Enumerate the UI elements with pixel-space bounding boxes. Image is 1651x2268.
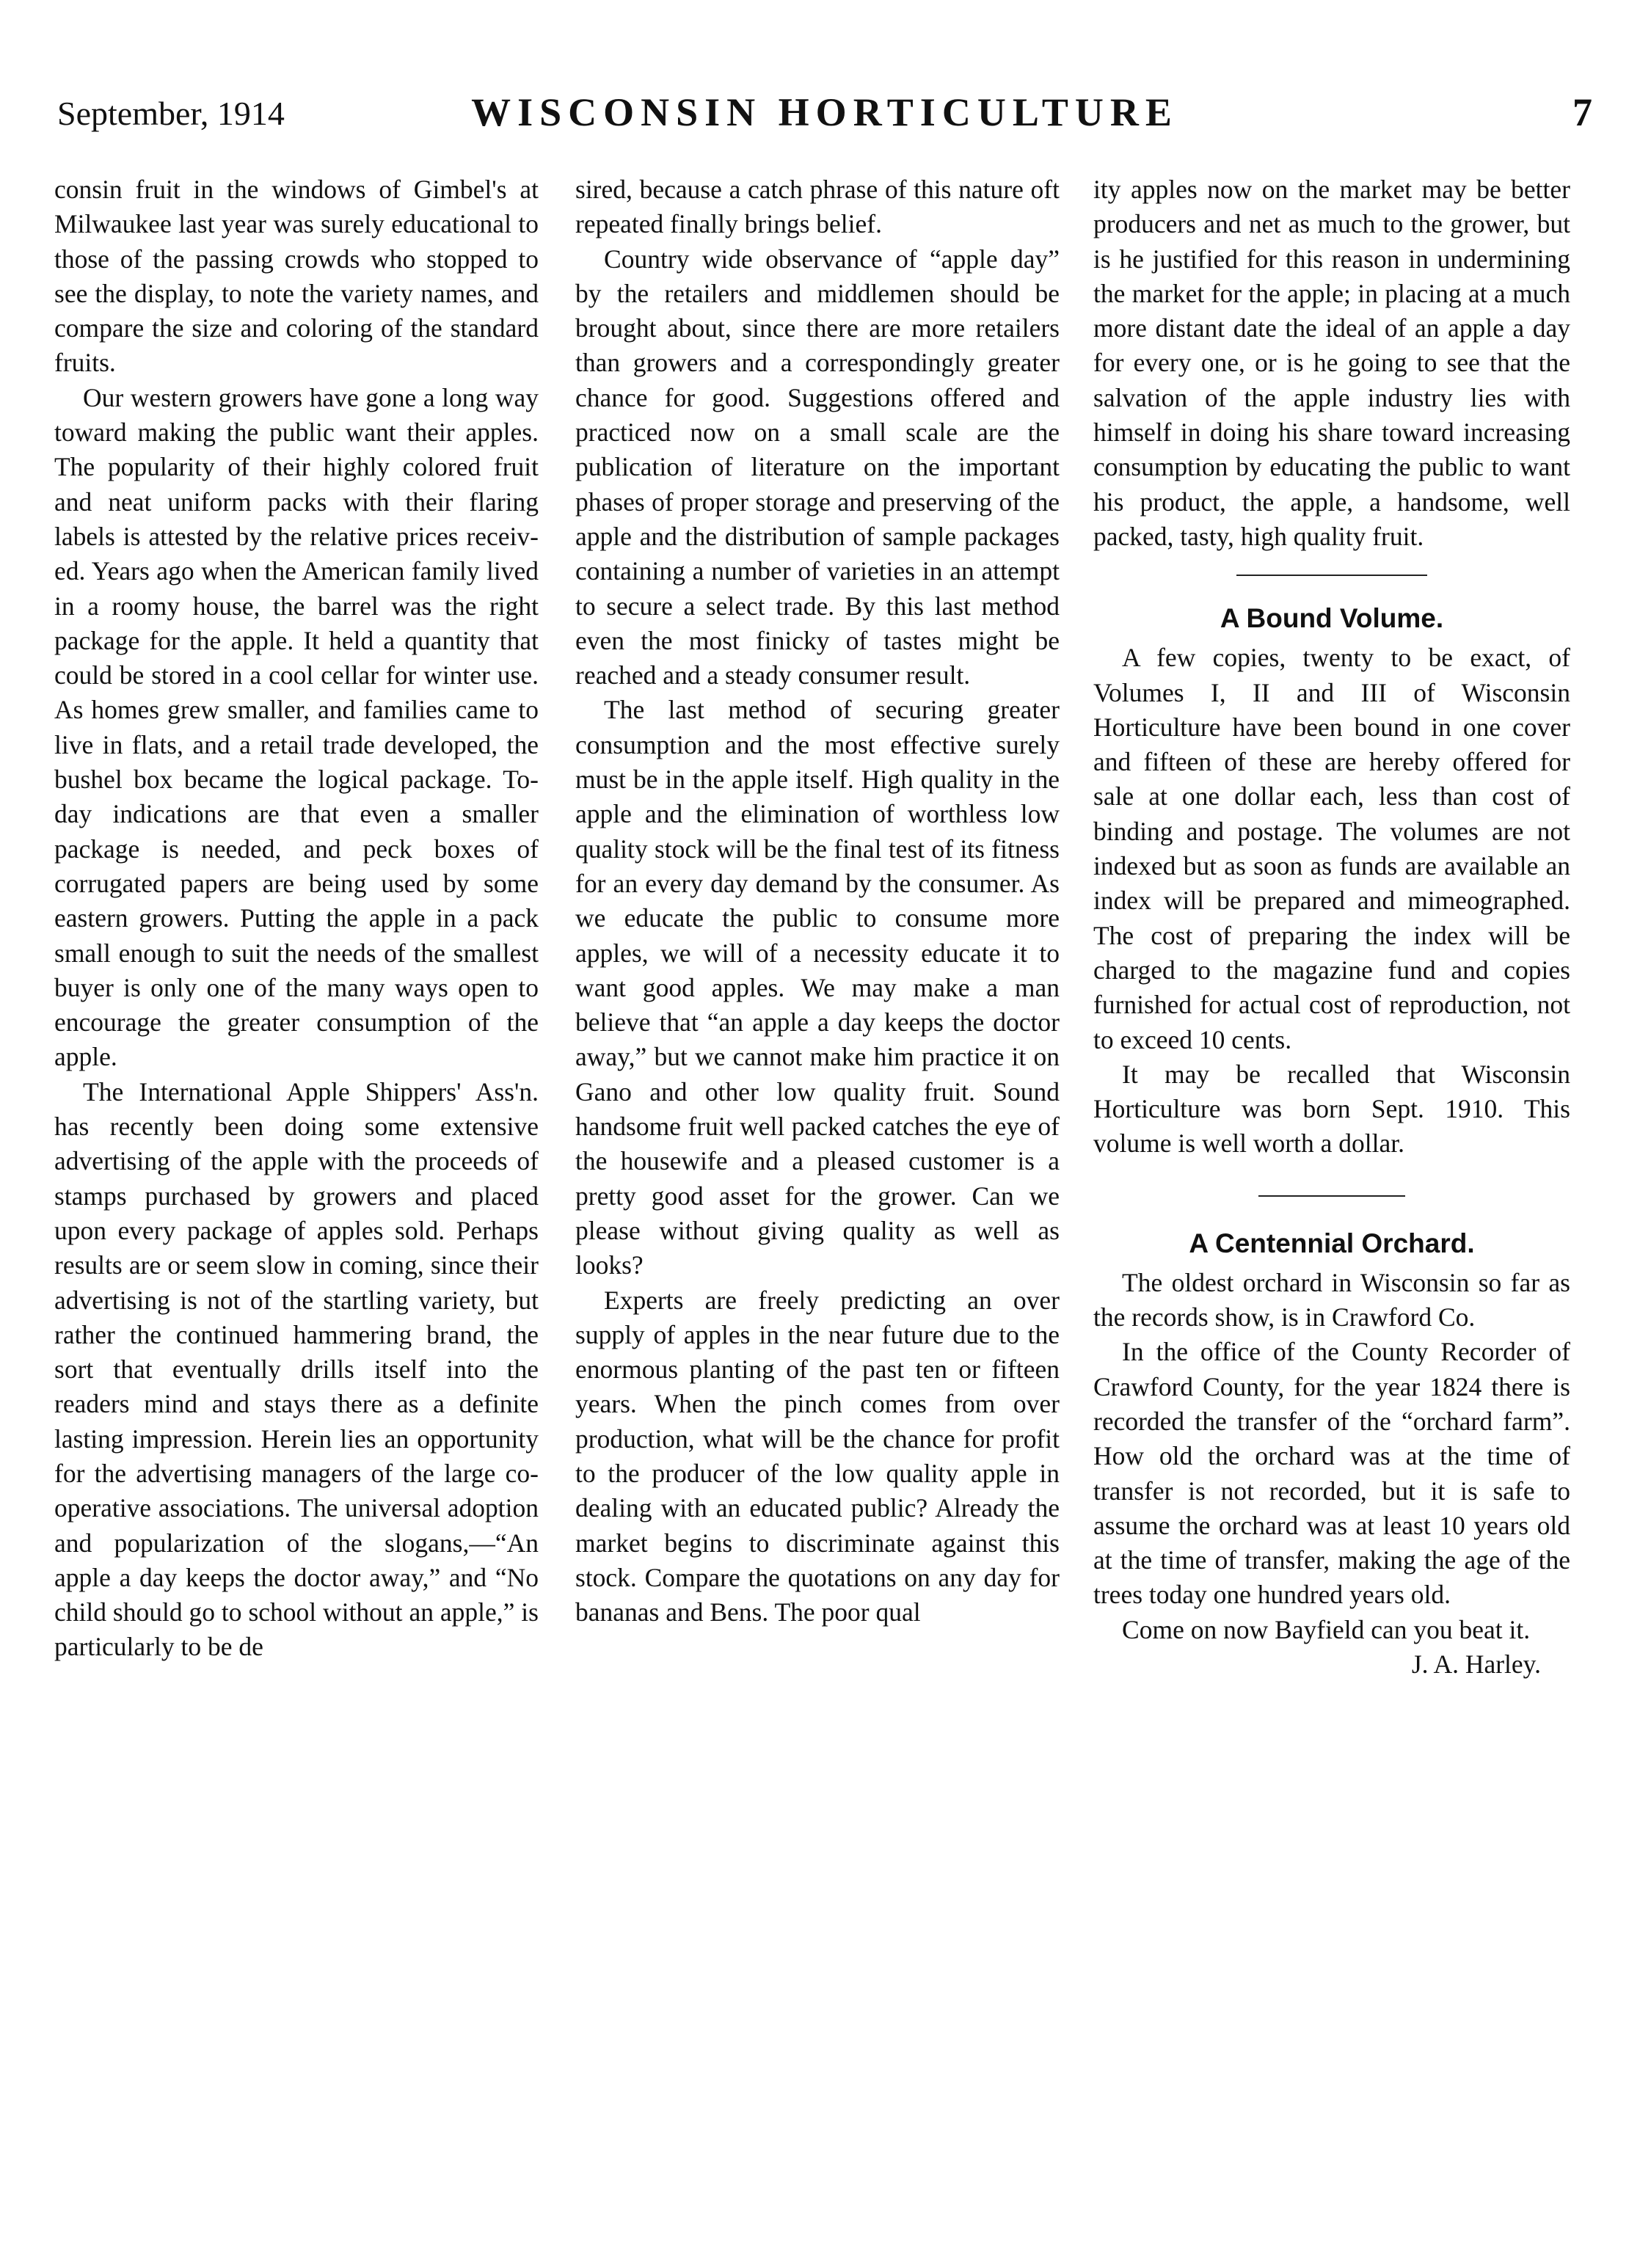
page-number: 7 (1572, 90, 1592, 134)
paragraph: sired, because a catch phrase of this nature oft repeated finally brings belief. (575, 175, 1060, 239)
column-1 (54, 172, 539, 1665)
column-3 (1093, 172, 1570, 1682)
author-signature: J. A. Harley. (1411, 1649, 1541, 1679)
section-title-centennial-orchard: A Centennial Orchard. (1189, 1228, 1475, 1258)
paragraph: Experts are freely predicting an over supply of apples in the near future due to the enormous planting of the past ten or fifteen years. When the pinch comes from over production, what will be the chance for profit to the producer of the low quality apple in dealing with an educated public? Already the market begins to discriminate against this stock. Compare the quotations on any day for bananas and Bens. The poor qual (575, 1285, 1060, 1627)
section-divider (1236, 575, 1427, 576)
running-head (57, 90, 1592, 145)
section-title-bound-volume: A Bound Volume. (1220, 603, 1444, 634)
column-2 (575, 172, 1060, 1630)
journal-title: WISCONSIN HORTICULTURE (471, 90, 1178, 134)
paragraph: It may be recalled that Wisconsin Horticulture was born Sept. 1910. This volume is well worth a dollar. (1093, 1059, 1570, 1159)
paragraph: The oldest orchard in Wisconsin so far as the records show, is in Crawford Co. (1093, 1267, 1570, 1332)
paragraph: consin fruit in the windows of Gimbel's at Milwaukee last year was surely educational to those of the passing crowds who stopped to see the display, to note the variety names, and compare the size and coloring of the standard fruits. (54, 175, 539, 378)
section-divider (1258, 1195, 1405, 1197)
issue-date: September, 1914 (57, 95, 285, 132)
paragraph: The International Apple Shippers' Ass'n. has recently been doing some extensive advertising of the apple with the proceeds of stamps purchased by growers and placed upon every package of apples sold. Perhaps results are or seem slow in coming, since their advertising is not of the startling variety, but rather the continued hammering brand, the sort that eventually drills itself into the readers mind and stays there as a definite lasting impression. Herein lies an opportunity for the advertising managers of the large co-operative associations. The universal adoption and popularization of the slogans,—“An apple a day keeps the doctor away,” and “No child should go to school without an apple,” is particularly to be de (54, 1076, 539, 1662)
paragraph: Come on now Bayfield can you beat it. (1122, 1614, 1531, 1644)
paragraph: A few copies, twenty to be exact, of Volumes I, II and III of Wisconsin Horticulture have been bound in one cover and fifteen of these are hereby offered for sale at one dollar each, less than cost of binding and postage. The volumes are not indexed but as soon as funds are available an index will be prepared and mimeographed. The cost of preparing the index will be charged to the magazine fund and copies furnished for actual cost of reproduction, not to exceed 10 cents. (1093, 643, 1570, 1054)
paragraph: Our western growers have gone a long way toward making the public want their apples. The popularity of their highly colored fruit and neat uniform packs with their flaring labels is attested by the relative prices received. Years ago when the American family lived in a roomy house, the barrel was the right package for the apple. It held a quantity that could be stored in a cool cellar for winter use. As homes grew smaller, and families came to live in flats, and a retail trade developed, the bushel box became the logical package. Today indications are that even a smaller package is needed, and peck boxes of corrugated papers are being used by some eastern growers. Putting the apple in a pack small enough to suit the needs of the smallest buyer is only one of the many ways open to encourage the greater consumption of the apple. (54, 382, 539, 1072)
paragraph: Country wide observance of “apple day” by the retailers and middlemen should be brought about, since there are more retailers than growers and a correspondingly greater chance for good. Suggestions offered and practiced now on a small scale are the publication of literature on the important phases of proper storage and preserving of the apple and the distribution of sample packages containing a number of varieties in an attempt to secure a select trade. By this last method even the most finicky of tastes might be reached and a steady consumer result. (575, 244, 1060, 690)
paragraph: The last method of securing greater consumption and the most effective surely must be in the apple itself. High quality in the apple and the elimination of worthless low quality stock will be the final test of its fitness for an every day demand by the consumer. As we educate the public to consume more apples, we will of a necessity educate it to want good apples. We may make a man believe that “an apple a day keeps the doctor away,” but we cannot make him practice it on Gano and other low quality fruit. Sound handsome fruit well packed catches the eye of the housewife and a pleased customer is a pretty good asset for the grower. Can we please without giving quality as well as looks? (575, 695, 1060, 1280)
paragraph: In the office of the County Recorder of Crawford County, for the year 1824 there is recorded the transfer of the “orchard farm”. How old the orchard was at the time of transfer is not recorded, but it is safe to assume the orchard was at least 10 years old at the time of transfer, making the age of the trees today one hundred years old. (1093, 1337, 1570, 1610)
paragraph: ity apples now on the market may be better producers and net as much to the grower, but is he justified for this reason in undermining the market for the apple; in placing at a much more distant date the ideal of an apple a day for every one, or is he going to see that the salvation of the apple industry lies with himself in doing his share toward increasing consumption by educating the public to want his product, the apple, a handsome, well packed, tasty, high quality fruit. (1093, 175, 1570, 551)
